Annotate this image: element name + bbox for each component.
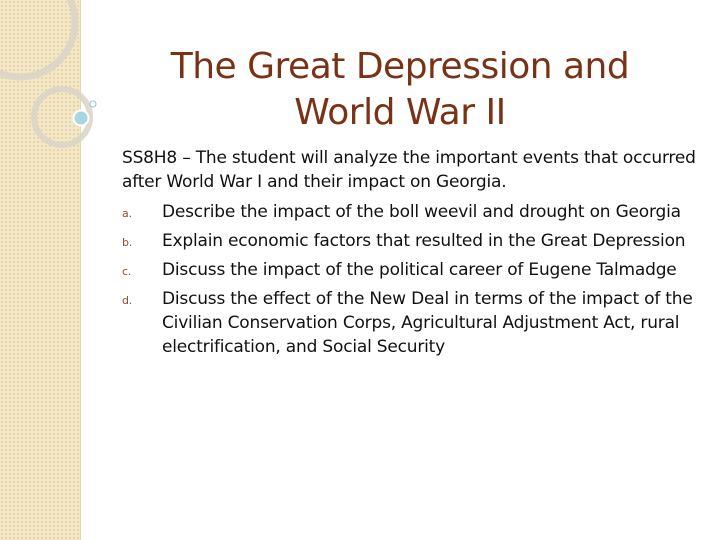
- list-item: [122, 229, 697, 253]
- list-item-text: Describe the impact of the boll weevil and drought on Georgia: [162, 202, 681, 222]
- list-marker: d.: [122, 294, 133, 307]
- list-item-text: Discuss the effect of the New Deal in terms of the impact of the Civilian Conservation Corps, Agricultural Adjustment Act, rural electrification, and Social Security: [162, 289, 693, 357]
- standard-intro: SS8H8 – The student will analyze the important events that occurred after World War I and their impact on Georgia.: [122, 148, 696, 192]
- list-item-text: Explain economic factors that resulted in the Great Depression: [162, 231, 686, 251]
- accent-small-ring: [90, 101, 96, 107]
- large-ring: [0, 0, 75, 77]
- slide-title: The Great Depression and World War II: [170, 46, 630, 133]
- decorative-circles: [0, 0, 130, 160]
- slide-body: [122, 146, 697, 364]
- list-item: [122, 258, 697, 282]
- list-marker: a.: [122, 207, 132, 220]
- accent-dot: [74, 111, 89, 126]
- list-item: [122, 200, 697, 224]
- list-item-text: Discuss the impact of the political career of Eugene Talmadge: [162, 260, 677, 280]
- objectives-list: [122, 200, 697, 359]
- list-marker: c.: [122, 265, 132, 278]
- list-marker: b.: [122, 236, 133, 249]
- list-item: [122, 287, 697, 359]
